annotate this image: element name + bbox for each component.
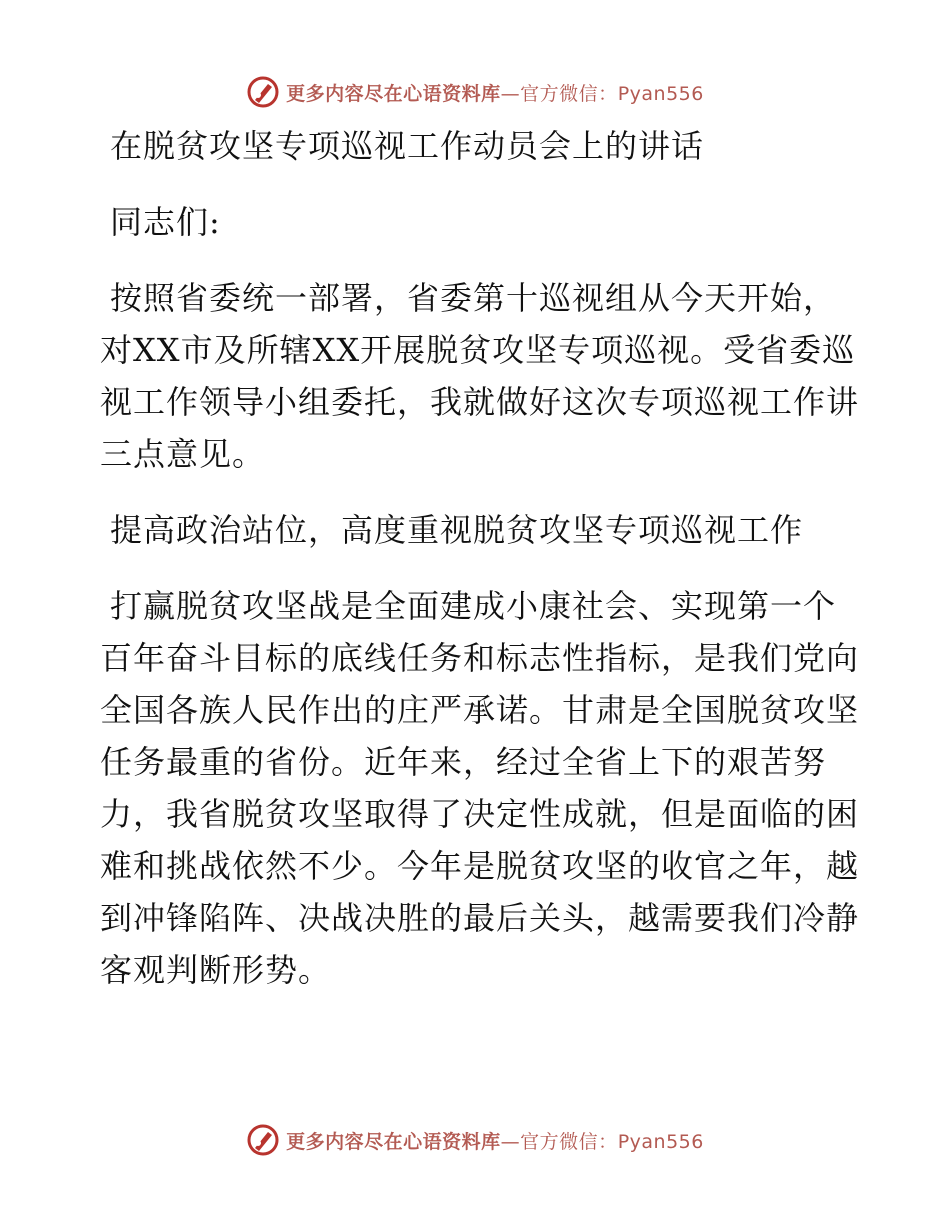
section-heading-1: 提高政治站位，高度重视脱贫攻坚专项巡视工作: [110, 511, 804, 549]
document-title: 在脱贫攻坚专项巡视工作动员会上的讲话: [110, 127, 705, 165]
watermark-banner-top: [0, 72, 950, 112]
watermark-text: [286, 79, 704, 106]
watermark-site-text: 更多内容尽在心语资料库: [286, 82, 501, 105]
spacer: [100, 480, 860, 504]
paragraph-1: 按照省委统一部署，省委第十巡视组从今天开始，对XX市及所辖XX开展脱贫攻坚专项巡视。受省委巡视工作领导小组委托，我就做好这次专项巡视工作讲三点意见。: [100, 279, 860, 473]
watermark-banner-bottom: [0, 1120, 950, 1160]
watermark-site-text: 更多内容尽在心语资料库: [286, 1130, 501, 1153]
paragraph-2: 打赢脱贫攻坚战是全面建成小康社会、实现第一个百年奋斗目标的底线任务和标志性指标，是我们党向全国各族人民作出的庄严承诺。甘肃是全国脱贫攻坚任务最重的省份。近年来，经过全省上下的艰苦努力，我省脱贫攻坚取得了决定性成就，但是面临的困难和挑战依然不少。今年是脱贫攻坚的收官之年，越到冲锋陷阵、决战决胜的最后关头，越需要我们冷静客观判断形势。: [100, 587, 860, 989]
pen-logo-icon: [246, 75, 280, 109]
watermark-separator: —: [500, 1130, 521, 1153]
watermark-text: [286, 1127, 704, 1154]
watermark-contact-id: Pyan556: [617, 82, 704, 105]
watermark-contact-id: Pyan556: [617, 1130, 704, 1153]
spacer: [100, 248, 860, 272]
watermark-contact-label: 官方微信：: [520, 82, 618, 105]
pen-logo-icon: [246, 1123, 280, 1157]
document-body: [100, 120, 860, 996]
watermark-contact-label: 官方微信：: [520, 1130, 618, 1153]
spacer: [100, 172, 860, 196]
watermark-separator: —: [500, 82, 521, 105]
salutation: 同志们:: [110, 203, 221, 241]
spacer: [100, 556, 860, 580]
